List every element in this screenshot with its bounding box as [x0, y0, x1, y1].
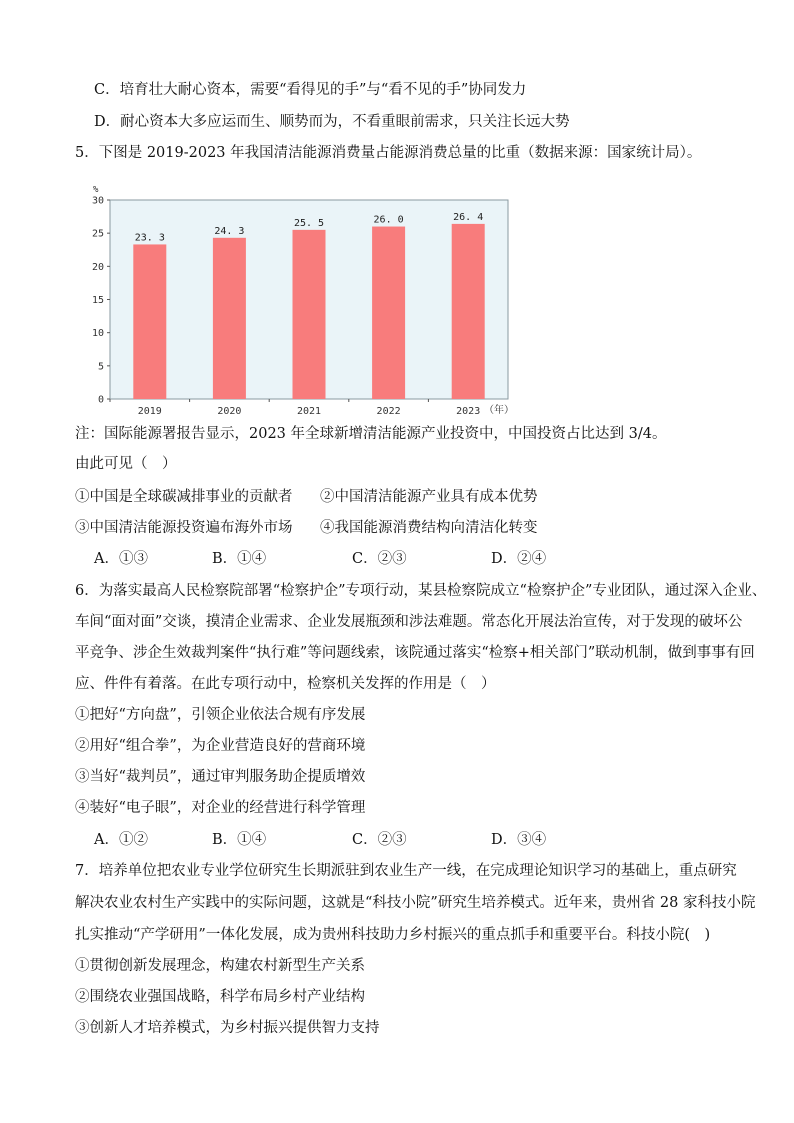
bar-2020 — [213, 238, 246, 399]
q7-stem-line-3: 扎实推动“产学研用”一体化发展，成为贵州科技助力乡村振兴的重点抓手和重要平台。科技小院( ) — [75, 927, 711, 943]
x-tick-label: 2021 — [296, 406, 322, 417]
bar-2022 — [372, 227, 405, 399]
q6-stem-line-2: 车间“面对面”交谈，摸清企业需求、企业发展瓶颈和涉法难题。常态化开展法治宣传，对于发现的破坏公 — [75, 614, 743, 630]
q6-item-1: ①把好“方向盘”，引领企业依法合规有序发展 — [75, 707, 366, 723]
q5-stem: 5．下图是 2019-2023 年我国清洁能源消费量占能源消费总量的比重（数据来源：国家统计局）。 — [75, 145, 702, 161]
q6-item-4: ④装好“电子眼”，对企业的经营进行科学管理 — [75, 800, 366, 816]
q7-stem-line-2: 解决农业农村生产实践中的实际问题，这就是“科技小院”研究生培养模式。近年来，贵州省 28 家科技小院 — [75, 895, 756, 911]
y-axis-unit: % — [93, 185, 99, 195]
q5-item-4: ④我国能源消费结构向清洁化转变 — [320, 520, 538, 536]
data-label-2021: 25. 5 — [293, 217, 325, 229]
q6-choice-a: A．①② — [94, 832, 148, 848]
q5-choice-a: A．①③ — [94, 551, 148, 567]
q6-item-3: ③当好“裁判员”，通过审判服务助企提质增效 — [75, 769, 366, 785]
clean-energy-bar-chart — [85, 183, 515, 418]
x-tick-label: 2020 — [217, 406, 242, 417]
q6-choice-c: C．②③ — [352, 832, 407, 848]
q6-choice-b: B．①④ — [212, 832, 267, 848]
q4-option-c: C．培育壮大耐心资本，需要“看得见的手”与“看不见的手”协同发力 — [94, 82, 527, 98]
y-tick-label: 20 — [91, 261, 104, 273]
q6-stem-line-4: 应、件件有着落。在此专项行动中，检察机关发挥的作用是（ ） — [75, 676, 496, 692]
y-tick-label: 5 — [97, 361, 104, 373]
data-label-2022: 26. 0 — [373, 214, 404, 226]
x-tick-label: 2019 — [137, 406, 162, 417]
data-label-2019: 23. 3 — [134, 232, 165, 244]
q6-stem-line-1: 6．为落实最高人民检察院部署“检察护企”专项行动，某县检察院成立“检察护企”专业团队，通过深入企业、 — [75, 583, 767, 599]
q5-choice-c: C．②③ — [352, 551, 407, 567]
q7-stem-line-1: 7．培养单位把农业专业学位研究生长期派驻到农业生产一线，在完成理论知识学习的基础上，重点研究 — [75, 863, 737, 879]
q6-choice-d: D．③④ — [491, 832, 547, 848]
q7-item-2: ②围绕农业强国战略，科学布局乡村产业结构 — [75, 989, 365, 1005]
bar-2021 — [293, 230, 326, 399]
y-tick-label: 0 — [97, 394, 104, 406]
q5-note: 注：国际能源署报告显示，2023 年全球新增清洁能源产业投资中，中国投资占比达到 3/4。 — [75, 426, 667, 442]
q4-option-d: D．耐心资本大多应运而生、顺势而为，不看重眼前需求，只关注长远大势 — [94, 114, 570, 130]
q5-item-2: ②中国清洁能源产业具有成本优势 — [320, 489, 538, 505]
y-tick-label: 10 — [91, 328, 104, 340]
x-axis-unit: （年） — [484, 405, 514, 416]
q7-item-3: ③创新人才培养模式，为乡村振兴提供智力支持 — [75, 1020, 380, 1036]
q5-choice-b: B．①④ — [212, 551, 267, 567]
q7-item-1: ①贯彻创新发展理念，构建农村新型生产关系 — [75, 958, 365, 974]
bar-2019 — [133, 244, 166, 399]
x-axis-ticks — [110, 399, 480, 417]
x-tick-label: 2023 — [456, 406, 481, 417]
q6-item-2: ②用好“组合拳”，为企业营造良好的营商环境 — [75, 738, 366, 754]
q5-item-3: ③中国清洁能源投资遍布海外市场 — [75, 520, 293, 536]
y-axis-ticks — [92, 196, 110, 406]
data-label-2023: 26. 4 — [453, 211, 484, 223]
q6-stem-line-3: 平竞争、涉企生效裁判案件“执行难”等问题线索，该院通过落实“检察+相关部门”联动机制，做到事事有回 — [75, 645, 755, 661]
bar-2023 — [452, 224, 485, 399]
y-tick-label: 30 — [91, 195, 104, 207]
y-tick-label: 15 — [91, 295, 104, 306]
y-tick-label: 25 — [91, 228, 104, 240]
q5-choice-d: D．②④ — [491, 551, 547, 567]
q5-lead: 由此可见（ ） — [75, 456, 177, 472]
data-label-2020: 24. 3 — [214, 225, 245, 237]
q5-item-1: ①中国是全球碳减排事业的贡献者 — [75, 489, 293, 505]
x-tick-label: 2022 — [376, 406, 401, 417]
